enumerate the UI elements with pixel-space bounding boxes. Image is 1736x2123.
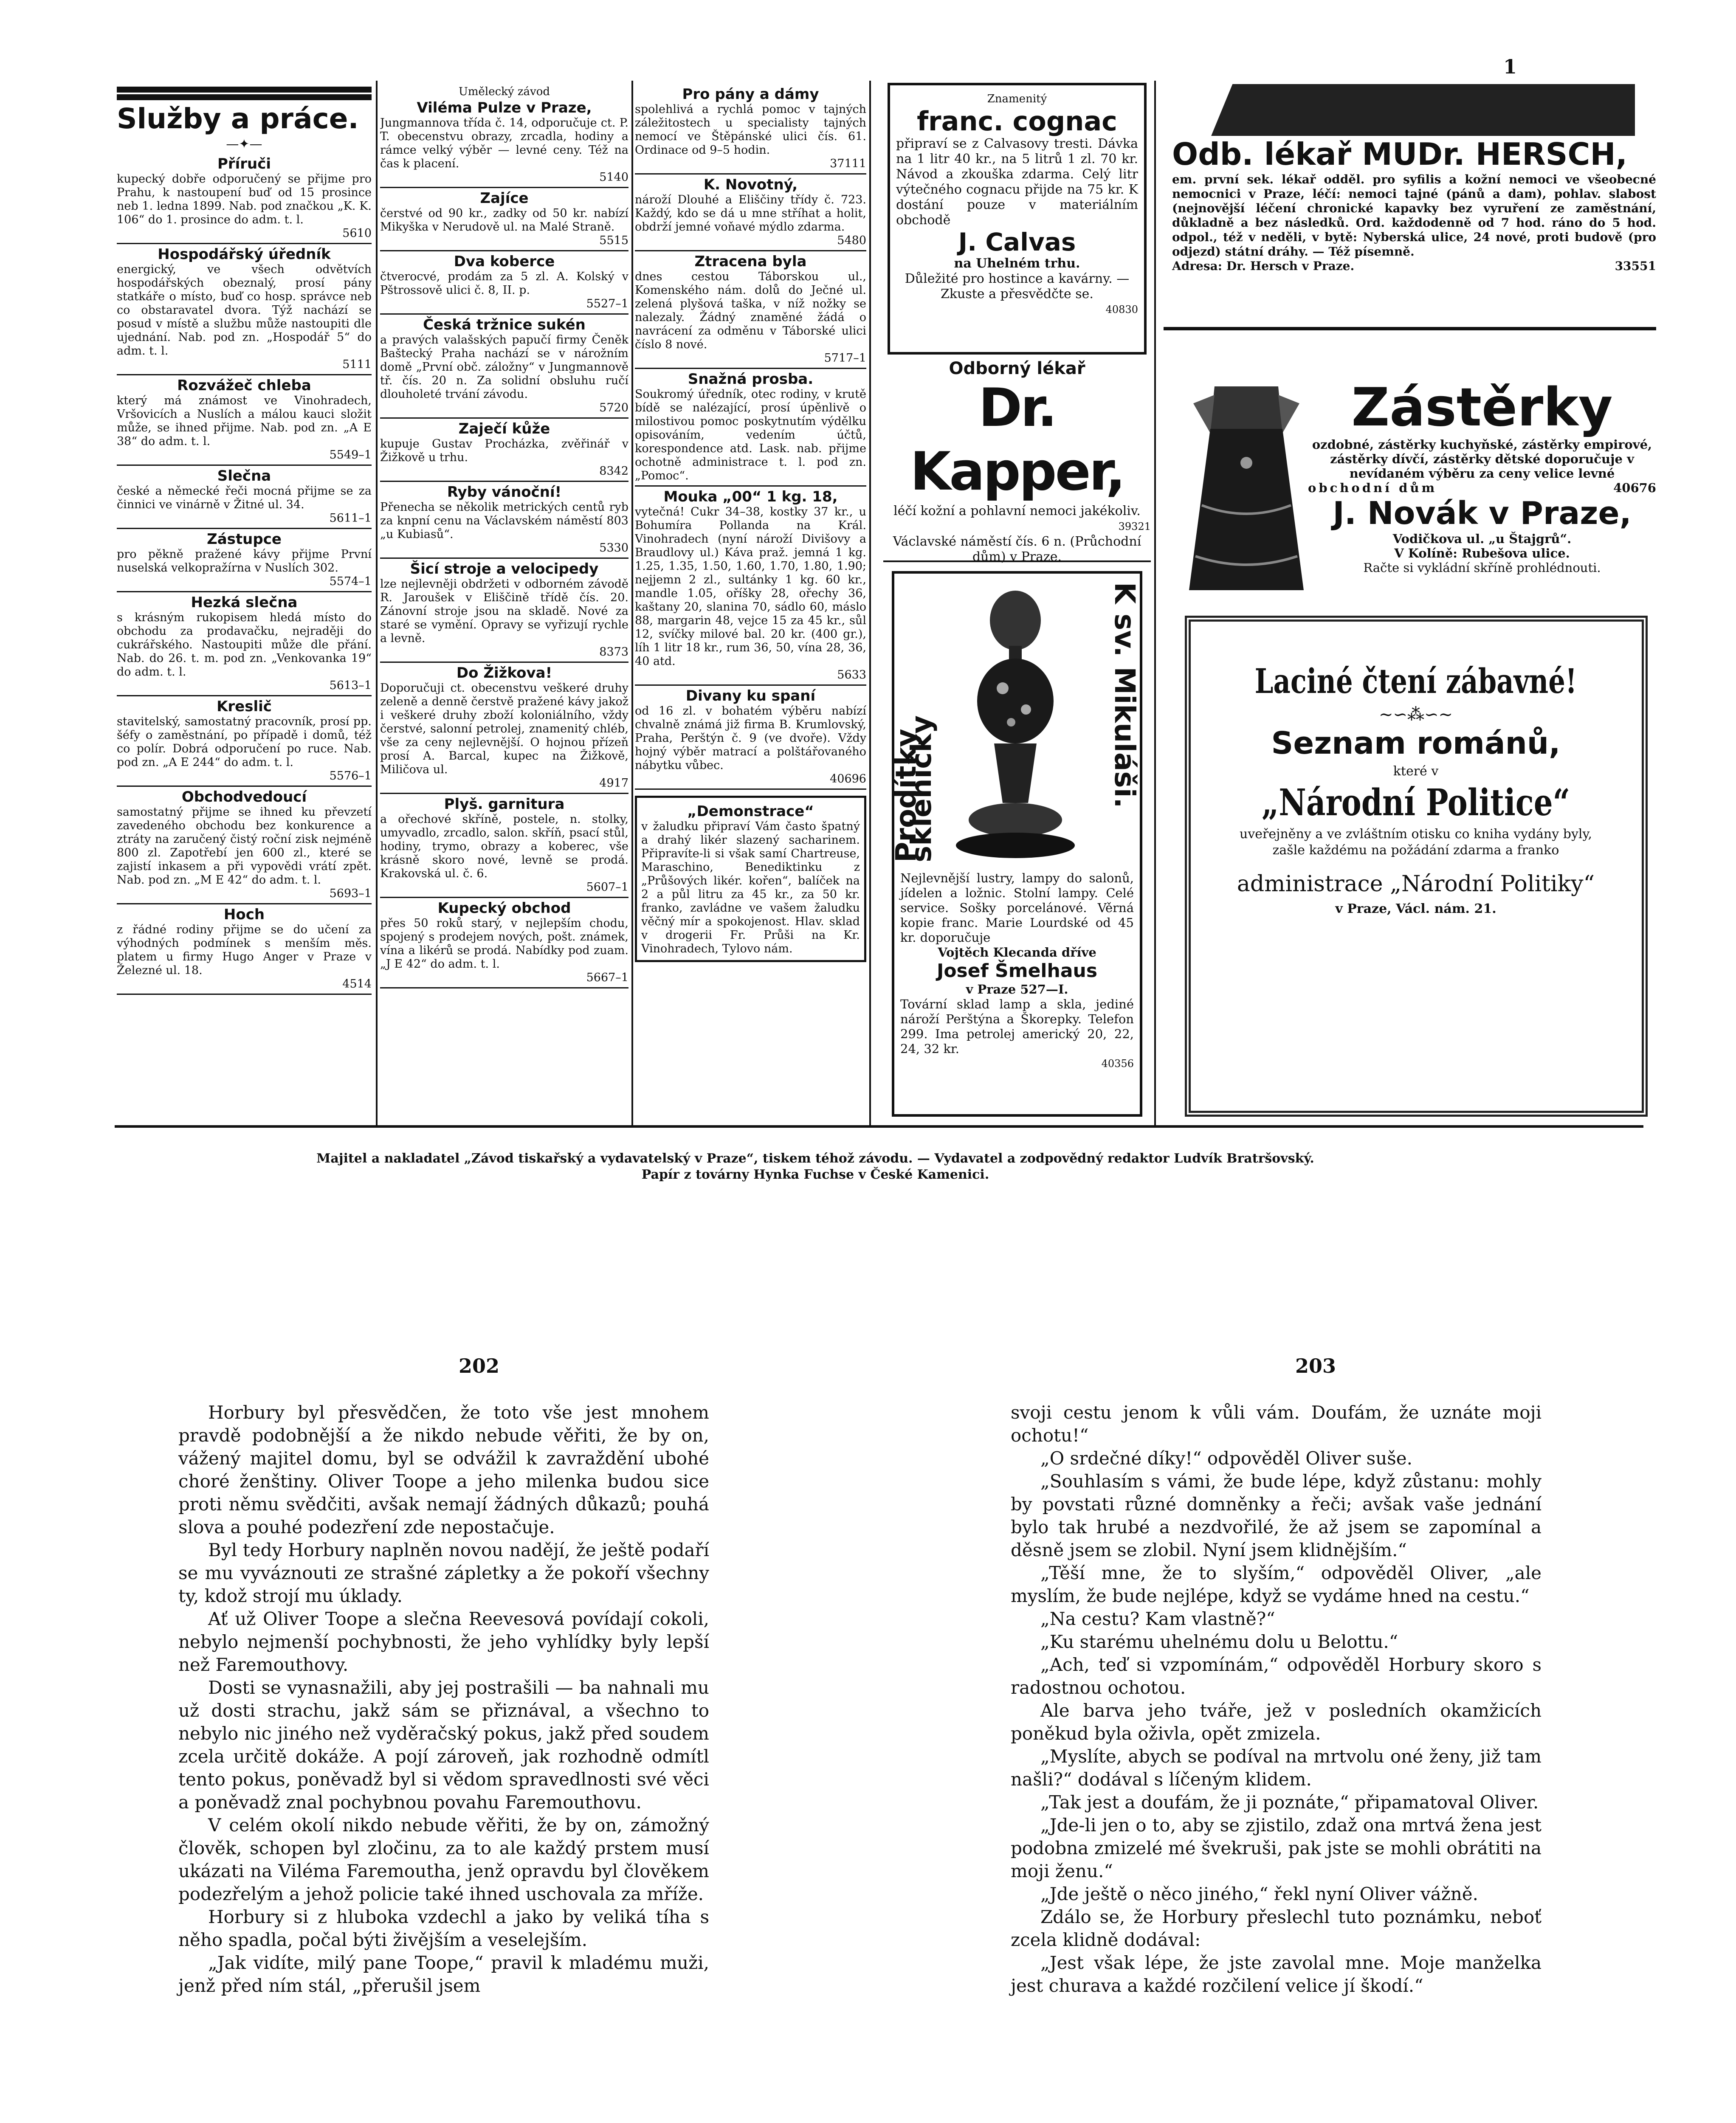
lamp-illustration <box>943 582 1088 862</box>
classified-ad <box>635 687 866 790</box>
ad-heading: Pro pány a dámy <box>682 86 819 103</box>
ad-text: české a německé řeči mocná přijme se za činnici ve vinárně v Žitné ul. 34. <box>117 484 372 511</box>
ad-text: čerstvé od 90 kr., zadky od 50 kr. nabízí Mikyška v Nerudově ul. na Malé Straně. <box>380 207 628 234</box>
shop-name: Josef Šmelhaus <box>936 960 1098 982</box>
ad-heading: Do Žižkova! <box>456 664 552 681</box>
address: Václavské náměstí čís. 6 n. (Průchodní dům) v Praze. <box>893 534 1141 564</box>
ad-heading: Slečna <box>217 467 271 484</box>
location: na Uhelném trhu. <box>954 256 1080 271</box>
ornament: —✦— <box>226 137 262 152</box>
ad-text: od 16 zl. v bohatém výběru nabízí chvalně známá již firma B. Krumlovský, Praha, Perštýn č. 9 (ve dvoře). Vždy hojný výběr matrací a polštářovaného nábytku vůbec. <box>635 704 866 772</box>
ad-text: s krásným rukopisem hledá místo do obchodu za prodavačku, nejraději do cukrářského. Nastoupiti může dle přání. Nab. do 26. t. m. pod zn. „Venkovanka 19“ do adm. t. l. <box>117 611 372 679</box>
ad-heading: Divany ku spaní <box>685 687 816 704</box>
classified-ad <box>635 86 866 175</box>
classified-ad <box>380 85 628 188</box>
ad-code: 5607–1 <box>586 881 628 894</box>
ad-code: 5717–1 <box>824 352 866 365</box>
page-mark: 1 <box>1503 55 1517 78</box>
brand-name: J. Calvas <box>958 228 1076 256</box>
section-title: Služby a práce. <box>117 102 359 135</box>
ad-heading: Snažná prosba. <box>688 371 814 388</box>
ad-heading: Kreslič <box>217 698 272 715</box>
ad-heading: Zaječí kůže <box>458 420 550 437</box>
ad-heading: Kupecký obchod <box>437 900 571 917</box>
ad-code: 40356 <box>1101 1058 1134 1070</box>
ad-code: 5549–1 <box>329 448 372 462</box>
ad-text: uveřejněny a ve zvláštním otisku co kniha vydány byly, zašle každému na požádání zdarma a franko <box>1240 827 1592 858</box>
ad-text: v žaludku připraví Vám často špatný a drahý likér slazený sacharinem. Připravíte-li si však samí Chartreuse, Maraschino, Benediktinku z „Průšových likér. kořen“, balíček na 2 a půl litru za 45 kr., za 50 kr. franko, zavládne ve vašem žaludku věčný mír a spokojenost. Hlav. sklad v drogerii Fr. Průši na Kr. Vinohradech, Tylovo nám. <box>641 820 860 955</box>
classified-ad <box>117 246 372 375</box>
shop-line <box>1308 481 1656 495</box>
story-paragraph: „Jak vidíte, milý pane Toope,“ pravil k mladému muži, jenž před ním stál, „přerušil jsem <box>178 1952 709 1996</box>
ad-heading: „Demonstrace“ <box>687 803 814 820</box>
ad-text: energický, ve všech odvětvích hospodářských obeznalý, prosí pány statkáře o místo, buď co hosp. správce neb co obstaravatel dvora. Týž nachází se posud v místě a službu může nastoupiti dle ujednání. Nab. pod zn. „Hospodář 5“ do adm. t. l. <box>117 263 372 358</box>
ad-heading: Laciné čtení zábavné! <box>1254 661 1577 701</box>
ad-text: Přenecha se několik metrických centů ryb za knpní cenu na Václavském náměstí 803 „u Kubiasů“. <box>380 501 628 541</box>
text: které v <box>1393 764 1439 779</box>
title-bar <box>117 94 372 100</box>
subheading: Seznam románů, <box>1271 725 1561 761</box>
column-rule <box>869 81 871 1125</box>
classified-ad <box>117 698 372 787</box>
address: Vodičkova ul. „u Štajgrů“. <box>1392 532 1572 546</box>
ad-heading: Hospodářský úředník <box>158 246 331 263</box>
ad-body <box>900 871 1134 1071</box>
ad-heading: Příruči <box>217 155 271 172</box>
ad-text: dnes cestou Táborskou ul., Komenského nám. dolů do Ječné ul. zelená plyšová taška, v níž nožky se nalezaly. Žádný znaměné žádá o navrácení za odměnu v Táborské ulici číslo 8 nové. <box>635 270 866 351</box>
ad-code: 5693–1 <box>329 887 372 900</box>
ad-pre: Umělecký závod <box>458 85 550 98</box>
ornament: ∼∽⁂∽∼ <box>1378 705 1453 724</box>
ad-text: a pravých valašských papučí firmy Čeněk Baštecký Praha nachází se v nárožním domě „První obč. záložny“ v Jungmannově tř. čís. 20 n. Za solidní obsluhu ručí dlouholeté trvání závodu. <box>380 333 628 401</box>
ad-demonstrace <box>635 796 866 962</box>
ad-heading: Šicí stroje a velocipedy <box>410 560 599 577</box>
ad-text: kupecký dobře odporučený se přijme pro Prahu, k nastoupení buď od 15 prosince neb 1. ledna 1899. Nab. pod značkou „K. K. 106“ do 1. prosince do adm. t. l. <box>117 172 372 226</box>
ad-cteni-border <box>1185 616 1648 1117</box>
classified-list <box>380 85 628 988</box>
page-number-right: 203 <box>1295 1354 1336 1377</box>
classified-ad <box>117 906 372 995</box>
classified-ad <box>117 594 372 696</box>
ad-text: pro pěkně pražené kávy přijme První nuselská velkopražírna v Nuslích 302. <box>117 548 372 574</box>
classified-ad <box>380 484 628 559</box>
ad-code: 5613–1 <box>329 679 372 692</box>
classified-ad <box>380 560 628 663</box>
story-page-left <box>178 1401 709 1997</box>
story-paragraph: svoji cestu jenom k vůli vám. Doufám, že uznáte moji ochotu!“ <box>1011 1402 1542 1446</box>
ad-text: vytečná! Cukr 34–38, kostky 37 kr., u Bohumíra Pollanda na Král. Vinohradech (nyní nároží Divišovy a Braudlovy ul.) Káva praž. jemná 1 kg. 1.25, 1.35, 1.50, 1.60, 1.70, 1.80, 1.90; nejjemn 2 zl., sultánky 1 kg. 60 kr., mandle 1.05, oříšky 28, ořechy 36, kaštany 20, slanina 70, sádlo 60, máslo 88, margarin 48, vejce 15 za 45 kr., sůl 12, svíčky milové bal. 20 kr. (400 gr.), líh 1 litr 18 kr., rum 36, 50, vína 28, 36, 40 atd. <box>635 505 866 668</box>
ad-heading: Obchodvedoucí <box>181 788 307 805</box>
classified-ad <box>635 371 866 487</box>
classified-list <box>117 155 372 995</box>
ad-code: 40676 <box>1613 481 1656 495</box>
ad-text: čtverocvé, prodám za 5 zl. A. Kolský v Pštrossově ulici č. 8, II. p. <box>380 270 628 297</box>
column-rule <box>631 81 633 1125</box>
classified-list <box>635 86 866 790</box>
ad-heading: Ztracena byla <box>694 253 807 270</box>
ad-text: Nejlevnější lustry, lampy do salonů, jídelen a ložnic. Stolní lampy. Celé service. Sošky porcelánové. Věrná kopie franc. Marie Lourdské od 45 kr. doporučuje <box>900 871 1134 945</box>
column-rule <box>1154 81 1156 1125</box>
ad-heading: Ryby vánoční! <box>447 484 562 501</box>
ad-code: 40696 <box>830 772 866 786</box>
story-paragraph: „Těší mne, že to slyším,“ odpověděl Oliver, „ale myslím, že bude nejlépe, když se vydáme hned na cestu.“ <box>1011 1563 1542 1606</box>
story-paragraph: „Jde-li jen o to, aby se zjistilo, zdaž ona mrtvá žena jest podobna zmizelé mé švekruši, pak jste se mohli obrátiti na moji ženu.“ <box>1011 1815 1542 1881</box>
ad-text: spolehlivá a rychlá pomoc v tajných záležitostech u specialisty tajných nemocí ve Štěpánské ulici čís. 61. Ordinace od 9–5 hodin. <box>635 103 866 157</box>
ad-heading: Dva koberce <box>454 253 555 270</box>
classified-ad <box>635 176 866 251</box>
note: Důležité pro hostince a kavárny. — Zkuste a přesvědčte se. <box>905 271 1130 301</box>
story-paragraph: „Na cestu? Kam vlastně?“ <box>1040 1608 1275 1629</box>
ad-heading: franc. cognac <box>917 106 1117 137</box>
ad-mikulasi <box>892 571 1142 1117</box>
shop-name: Vojtěch Klecanda dříve <box>938 945 1096 960</box>
ad-heading: Plyš. garnitura <box>444 796 565 813</box>
ad-cteni <box>1199 630 1632 917</box>
ad-zasterky <box>1308 378 1656 575</box>
ad-code: 5515 <box>599 234 628 247</box>
classified-ad <box>380 253 628 315</box>
ad-text: a ořechové skříně, postele, n. stolky, umyvadlo, zrcadlo, salon. skříň, psací stůl, hodiny, trymo, obrazy a koberec, vše krásně skoro nové, levně se prodá. Krakovská ul. č. 6. <box>380 813 628 880</box>
ad-text: který má známost ve Vinohradech, Vršovicích a Nuslích a málou kauci složit může, se ihned přijme. Nab. pod zn. „A E 38“ do adm. t. l. <box>117 394 372 448</box>
story-paragraph: „Tak jest a doufám, že ji poznáte,“ připamatoval Oliver. <box>1040 1792 1539 1813</box>
story-paragraph: Ale barva jeho tváře, jež v posledních okamžicích poněkud byla oživla, opět zmizela. <box>1011 1700 1542 1744</box>
ad-text: přes 50 roků starý, v nejlepším chodu, spojený s prodejem nových, pošt. známek, vína a likérů se prodá. Nabídky pod zuam. „J E 42“ do adm. t. l. <box>380 917 628 971</box>
classified-ad <box>117 788 372 904</box>
ad-pre: Znamenitý <box>987 93 1047 105</box>
ad-code: 5576–1 <box>329 769 372 783</box>
ad-text: Soukromý úředník, otec rodiny, v krutě bídě se nalézající, prosí úpěnlivě o milostivou pomoc poskytnutím výdělku opisováním, vedením účtů, korespondence atd. Lask. nab. přijme ochotně administrace t. l. pod zn. „Pomoc“. <box>635 388 866 482</box>
ad-code: 5527–1 <box>586 297 628 310</box>
ad-text: z řádné rodiny přijme se do učení za výhodných podmínek s menším měs. platem u firmy Hugo Anger v Praze v Železné ul. 18. <box>117 923 372 977</box>
ad-heading: Rozvážeč chleba <box>177 377 311 394</box>
vertical-heading-right: K sv. Mikuláši. <box>1108 582 1141 808</box>
story-paragraph: V celém okolí nikdo nebude věřiti, že by on, zámožný člověk, schopen byl zločinu, za to ale každý prstem musí ukázati na Viléma Faremoutha, jenž opravdu byl člověkem podezřelým a jehož policie také ihned uschovala za mříže. <box>178 1815 709 1904</box>
title-bar <box>117 87 372 93</box>
address: v Praze, Václ. nám. 21. <box>1335 901 1496 916</box>
ad-text: Tovární sklad lamp a skla, jediné nároží Perštýna a Škorepky. Telefon 299. Ima petrolej americký 20, 22, 24, 32 kr. <box>900 997 1134 1056</box>
story-paragraph: „Ku starému uhelnému dolu u Belottu.“ <box>1040 1631 1398 1652</box>
ad-heading: Dr. Kapper, <box>910 377 1124 502</box>
ad-heading: Mouka „00“ 1 kg. 18, <box>663 488 838 505</box>
story-paragraph: „Souhlasím s vámi, že bude lépe, když zůstanu: mohly by povstati různé domněnky a řeči; avšak vaše jednání bylo tak hrubé a nezdvořilé, že až jsem se zapomínal a děsně jsem se zlobil. Nyní jsem klidnějším.“ <box>1011 1471 1542 1560</box>
ad-text: kupuje Gustav Procházka, zvěřinář v Žižkově u trhu. <box>380 437 628 464</box>
ad-heading: Zástupce <box>207 531 282 548</box>
classified-ad <box>380 420 628 482</box>
ads-column-3 <box>635 85 866 1125</box>
page-number-left: 202 <box>459 1354 500 1377</box>
classified-ad <box>380 316 628 419</box>
note: Račte si vykládní skříně prohlédnouti. <box>1363 560 1601 575</box>
ad-code: 5610 <box>342 227 372 240</box>
story-paragraph: Zdálo se, že Horbury přeslechl tuto poznámku, neboť zcela klidně dodával: <box>1011 1906 1542 1950</box>
ad-text: em. první sek. lékař odděl. pro syfilis a kožní nemoci ve všeobecné nemocnici v Praze, léčí: nemoci tajné (pánů a dam), pohlav. slabost (nejnovější léčení chronické kapavky bez vyruření ze zaměstnání, důkladně a bez následků. Ord. každodenně od 7 hod. ráno do 5 hod. odpol., též v neděli, v bytě: Nyberská ulice, 24 nové, proti budově (pro odjezd) státní dráhy. — Též písemně. <box>1172 172 1656 259</box>
ad-code: 5480 <box>837 234 866 247</box>
ad-heading: Odb. lékař MUDr. HERSCH, <box>1172 136 1627 172</box>
story-paragraph: Byl tedy Horbury naplněn novou nadějí, že ještě podaří se mu vyváznouti ze strašné zápletky a že pokoří všechny ty, kdož strojí mu úklady. <box>178 1540 709 1606</box>
ad-text: samostatný přijme se ihned ku převzetí zavedeného obchodu bez konkurence a ztráty na zaručený čistý roční zisk nejméně 800 zl. Zapotřebí jen 600 zl., které se zajistí inkasem a při vypovědi vrátí zpět. Nab. pod zn. „M E 42“ do adm. t. l. <box>117 805 372 887</box>
classified-ad <box>380 900 628 988</box>
ad-code: 40830 <box>1105 304 1138 315</box>
story-paragraph: „Jest však lépe, že jste zavolal mne. Moje manželka jest churava a každé rozčilení velice jí škodí.“ <box>1011 1952 1542 1996</box>
ad-heading: Česká tržnice sukén <box>423 316 586 333</box>
classified-ad <box>117 155 372 244</box>
address: Adresa: Dr. Hersch v Praze. <box>1172 259 1355 273</box>
ad-code: 4514 <box>342 977 372 991</box>
ad-code: 5574–1 <box>329 575 372 588</box>
classified-ad <box>635 488 866 686</box>
ad-text: stavitelský, samostatný pracovník, prosí pp. šéfy o zaměstnání, po případě i domů, též co polír. Dobrá odporučení po ruce. Nab. pod zn. „A E 244“ do adm. t. l. <box>117 715 372 769</box>
classified-ad <box>380 190 628 251</box>
shop-label: obchodní dům <box>1308 481 1437 495</box>
apron-illustration <box>1185 378 1308 599</box>
ad-code: 5111 <box>342 358 372 371</box>
ad-heading: Viléma Pulze v Praze, <box>417 99 592 116</box>
imprint-line: Papír z továrny Hynka Fuchse v České Kamenici. <box>641 1167 989 1182</box>
ad-code: 5720 <box>599 401 628 414</box>
ad-code: 5140 <box>599 171 628 184</box>
ad-text: ozdobné, zástěrky kuchyňské, zástěrky empirové, zástěrky dívčí, zástěrky dětské doporučuje v nevídaném výběru za ceny velice levné <box>1312 437 1652 481</box>
ad-text: lze nejlevněji obdržeti v odborném závodě R. Jaroušek v Eliščině třídě čís. 20. Zánovní stroje jsou na skladě. Nové za staré se vymění. Opravy se vyřizují rychle a levně. <box>380 577 628 645</box>
story-paragraph: „Ach, teď si vzpomínám,“ odpověděl Horbury skoro s radostnou ochotou. <box>1011 1654 1542 1698</box>
story-paragraph: „Myslíte, abych se podíval na mrtvolu oné ženy, již tam našli?“ dodával s líčeným klidem. <box>1011 1746 1542 1790</box>
imprint <box>85 1151 1546 1183</box>
classified-ad <box>117 531 372 592</box>
ad-code: 5611–1 <box>329 512 372 525</box>
story-paragraph: „Jde ještě o něco jiného,“ řekl nyní Oliver vážně. <box>1040 1884 1479 1904</box>
story-paragraph: Horbury byl přesvědčen, že toto vše jest mnohem pravdě podobnější a že nikdo nebude věřiti, že by on, vážený majitel domu, byl se odvážil k zavraždění ubohé choré ženštiny. Oliver Toope a jeho milenka budou sice proti němu svědčiti, avšak nemají žádných důkazů; pouhá slova a pouhé podezření zde nepostačuje. <box>178 1402 709 1537</box>
classified-ad <box>117 467 372 529</box>
ad-text: připraví se z Calvasovy tresti. Dávka na 1 litr 40 kr., na 5 litrů 1 zl. 70 kr. Návod a zkouška zdarma. Celý litr výtečného cognacu přijde na 75 kr. K dostání pouze v materiálním obchodě <box>896 136 1138 228</box>
ad-text: nároží Dlouhé a Eliščiny třídy č. 723. Každý, kdo se dá u mne stříhat a holit, obdrží jemné voňavé mýdlo zdarma. <box>635 193 866 234</box>
ad-hersch <box>1172 136 1656 323</box>
classified-ad <box>117 377 372 466</box>
ad-pre: Odborný lékař <box>949 359 1085 378</box>
branch: V Kolíně: Rubešova ulice. <box>1394 546 1570 560</box>
ad-code: 5667–1 <box>586 971 628 984</box>
ad-footer <box>1172 259 1656 273</box>
ad-code: 39321 <box>1118 521 1151 532</box>
story-paragraph: Horbury si z hluboka vzdechl a jako by veliká tíha s něho spadla, počal býti živějším a veselejším. <box>178 1906 709 1950</box>
ad-code: 8342 <box>599 465 628 478</box>
ads-column-1 <box>117 85 372 1125</box>
classified-ad <box>380 796 628 898</box>
vertical-heading-left: Prodítky skleničky <box>890 715 938 862</box>
story-paragraph: Dosti se vynasnažili, aby jej postrašili — ba nahnali mu už dosti strachu, jakž sám se přiznával, a všechno to nebylo nic jiného než vyděračský pokus, jakž před soudem zcela určitě dokáže. A pojí zároveň, jak rozhodně odmítl tento pokus, poněvadž byl si vědom spravedlnosti své věci a poněvadž znal pochybnou povahu Faremouthovu. <box>178 1677 709 1813</box>
ad-code: 5330 <box>599 541 628 555</box>
column-rule <box>376 81 378 1125</box>
story-page-right <box>1011 1401 1542 1997</box>
ad-code: 33551 <box>1615 259 1656 273</box>
newspaper-name: „Národní Politice“ <box>1261 781 1570 824</box>
ads-column-2 <box>380 85 628 1125</box>
ad-code: 5633 <box>837 668 866 681</box>
ads-bottom-rule <box>115 1125 1643 1128</box>
story-paragraph: Ať už Oliver Toope a slečna Reevesová povídají cokoli, nebylo nejmenší pochybnosti, že jeho vyhlídky byly lepší než Faremouthovy. <box>178 1608 709 1675</box>
ad-code: 4917 <box>599 777 628 790</box>
ad-heading: Hezká slečna <box>191 594 298 611</box>
ad-text: Jungmannova třída č. 14, odporučuje ct. P. T. obecenstvu obrazy, zrcadla, hodiny a rámce velký výběr — levné ceny. Též na čas k placení. <box>380 116 628 170</box>
address: v Praze 527—I. <box>966 982 1068 997</box>
ad-text: Doporučuji ct. obecenstvu veškeré druhy zeleně a denně čerstvě pražené kávy jakož i veškeré druhy zboží koloniálního, vždy čerstvé, salonní petrolej, znamenitý chléb, vše za ceny nejlevnější. O hojnou přízeň prosí A. Barcal, kupec na Žižkově, Miličova ul. <box>380 681 628 776</box>
classified-ad <box>635 253 866 369</box>
publisher: administrace „Národní Politiky“ <box>1237 871 1595 897</box>
shop-name: J. Novák v Praze, <box>1333 495 1632 532</box>
ad-kapper <box>883 361 1151 562</box>
ad-heading: Zástěrky <box>1351 377 1613 438</box>
ad-heading: Hoch <box>223 906 265 923</box>
ad-code: 8373 <box>599 645 628 659</box>
ad-text: léčí kožní a pohlavní nemoci jakékoliv. <box>893 504 1141 518</box>
ad-code: 37111 <box>830 157 866 170</box>
story-paragraph: „O srdečné díky!“ odpověděl Oliver suše. <box>1040 1448 1413 1469</box>
ad-heading: K. Novotný, <box>703 176 798 193</box>
divider <box>1164 327 1656 330</box>
classified-ad <box>380 664 628 794</box>
ad-heading: Zajíce <box>480 190 529 207</box>
ad-cognac <box>888 83 1147 355</box>
imprint-line: Majitel a nakladatel „Závod tiskařský a vydavatelský v Praze“, tiskem téhož závodu. — Vydavatel a zodpovědný redaktor Ludvík Bratršovský. <box>316 1151 1314 1166</box>
